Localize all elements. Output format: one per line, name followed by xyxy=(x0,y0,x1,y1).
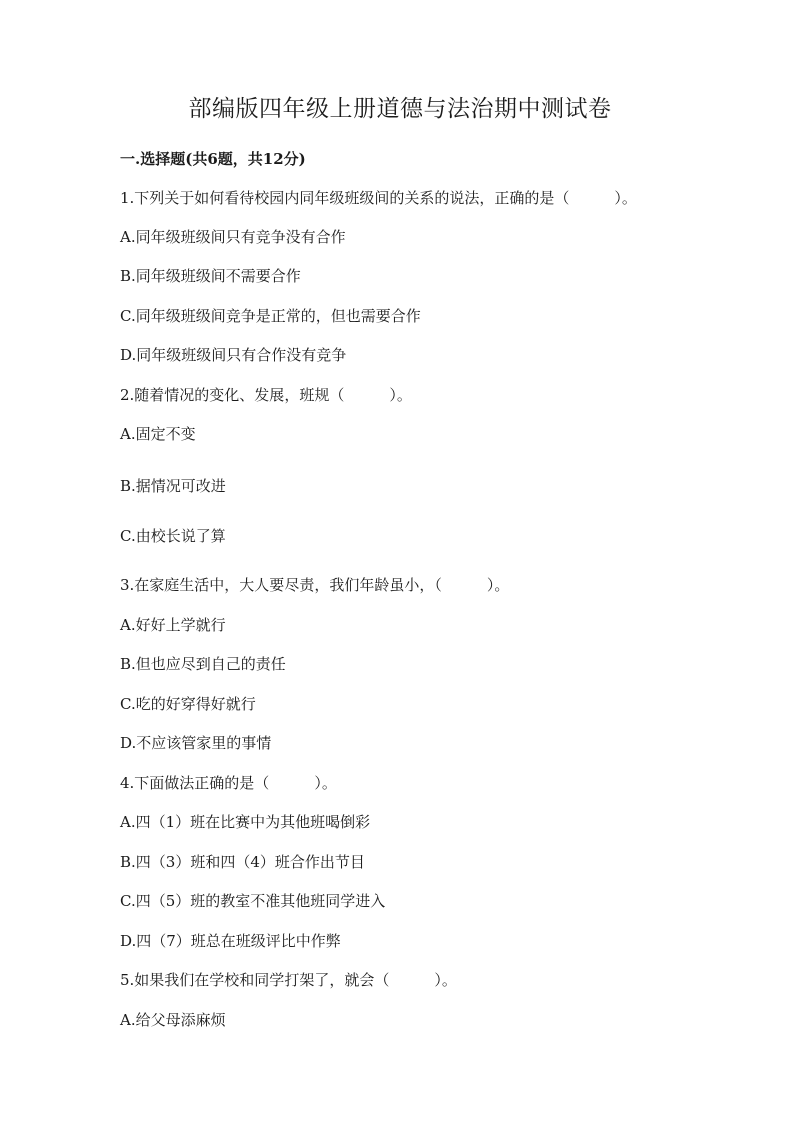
question-1-option-b: B.同年级班级间不需要合作 xyxy=(120,267,301,285)
question-3-option-a: A.好好上学就行 xyxy=(120,616,226,634)
question-5-stem: 5.如果我们在学校和同学打架了，就会（ ）。 xyxy=(120,971,457,989)
question-1-option-c: C.同年级班级间竞争是正常的，但也需要合作 xyxy=(120,307,421,325)
question-3-option-c: C.吃的好穿得好就行 xyxy=(120,695,256,713)
question-1-stem: 1.下列关于如何看待校园内同年级班级间的关系的说法，正确的是（ ）。 xyxy=(120,189,637,207)
section-heading-choice: 一.选择题(共6题，共12分) xyxy=(120,150,306,168)
question-4-option-d: D.四（7）班总在班级评比中作弊 xyxy=(120,932,341,950)
question-2-option-c: C.由校长说了算 xyxy=(120,527,226,545)
question-4-stem: 4.下面做法正确的是（ ）。 xyxy=(120,774,337,792)
question-3-stem: 3.在家庭生活中，大人要尽责，我们年龄虽小，（ ）。 xyxy=(120,576,510,594)
question-3-option-b: B.但也应尽到自己的责任 xyxy=(120,655,286,673)
question-2-option-a: A.固定不变 xyxy=(120,425,196,443)
question-4-option-c: C.四（5）班的教室不准其他班同学进入 xyxy=(120,892,386,910)
question-5-option-a: A.给父母添麻烦 xyxy=(120,1011,226,1029)
question-3-option-d: D.不应该管家里的事情 xyxy=(120,734,272,752)
question-4-option-b: B.四（3）班和四（4）班合作出节目 xyxy=(120,853,365,871)
question-2-stem: 2.随着情况的变化、发展，班规（ ）。 xyxy=(120,386,412,404)
question-2-option-b: B.据情况可改进 xyxy=(120,477,226,495)
question-4-option-a: A.四（1）班在比赛中为其他班喝倒彩 xyxy=(120,813,371,831)
question-1-option-a: A.同年级班级间只有竞争没有合作 xyxy=(120,228,346,246)
question-1-option-d: D.同年级班级间只有合作没有竞争 xyxy=(120,346,347,364)
page-title: 部编版四年级上册道德与法治期中测试卷 xyxy=(188,96,612,122)
